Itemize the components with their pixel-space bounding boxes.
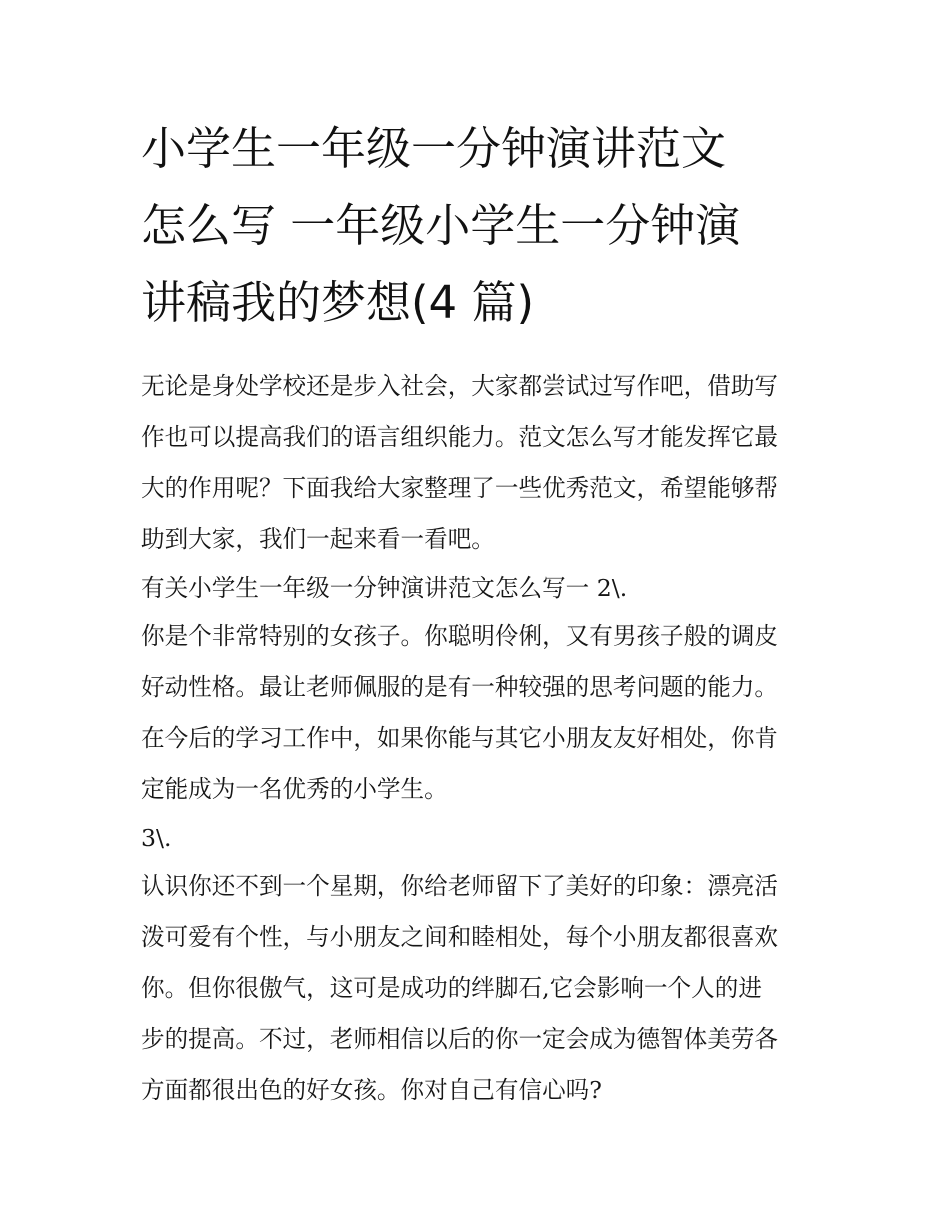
text-line: 助到大家，我们一起来看一看吧。 xyxy=(141,525,495,553)
text-line: 方面都很出色的好女孩。你对自己有信心吗? xyxy=(141,1076,602,1104)
text-line: 你。但你很傲气，这可是成功的绊脚石,它会影响一个人的进 xyxy=(141,974,762,1002)
intro-paragraph xyxy=(141,361,813,565)
text-line: 无论是身处学校还是步入社会，大家都尝试过写作吧，借助写 xyxy=(141,372,779,400)
text-line: 好动性格。最让老师佩服的是有一种较强的思考问题的能力。 xyxy=(141,673,779,701)
title-line: 怎么写 一年级小学生一分钟演 xyxy=(141,199,741,252)
text-line: 泼可爱有个性，与小朋友之间和睦相处，每个小朋友都很喜欢 xyxy=(141,923,779,951)
essay-paragraph-1 xyxy=(141,611,813,815)
text-line: 步的提高。不过，老师相信以后的你一定会成为德智体美劳各 xyxy=(141,1025,779,1053)
title-line: 小学生一年级一分钟演讲范文 xyxy=(141,122,727,175)
document-body xyxy=(141,361,813,1116)
document-title xyxy=(141,110,813,341)
text-line: 认识你还不到一个星期，你给老师留下了美好的印象：漂亮活 xyxy=(141,872,779,900)
section-heading-paragraph xyxy=(141,565,813,611)
title-line: 讲稿我的梦想(4 篇) xyxy=(141,276,535,329)
text-line: 有关小学生一年级一分钟演讲范文怎么写一 2\. xyxy=(141,574,628,602)
text-line: 定能成为一名优秀的小学生。 xyxy=(141,775,448,803)
text-line: 你是个非常特别的女孩子。你聪明伶俐，又有男孩子般的调皮 xyxy=(141,622,779,650)
document-page xyxy=(141,110,813,1116)
text-line: 在今后的学习工作中，如果你能与其它小朋友友好相处，你肯 xyxy=(141,724,779,752)
text-line: 大的作用呢？下面我给大家整理了一些优秀范文，希望能够帮 xyxy=(141,474,779,502)
text-line: 作也可以提高我们的语言组织能力。范文怎么写才能发挥它最 xyxy=(141,423,779,451)
section-number-paragraph xyxy=(141,815,813,861)
essay-paragraph-2 xyxy=(141,861,813,1116)
text-line: 3\. xyxy=(141,824,172,852)
